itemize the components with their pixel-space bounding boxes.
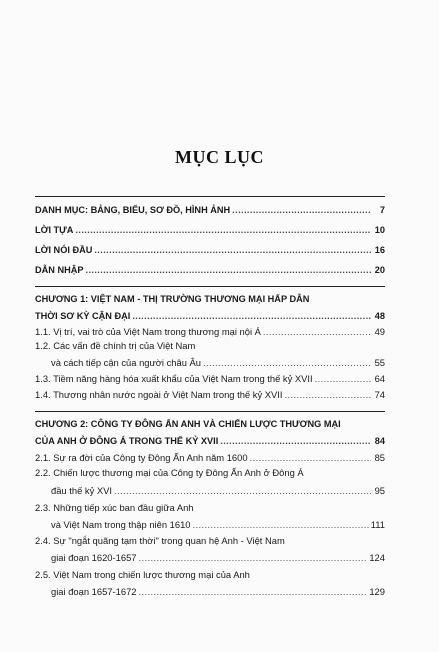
toc-section [51,517,385,531]
leader-dots [132,310,371,322]
section-page: 95 [374,485,385,496]
divider [35,196,385,197]
section-label: 2.5. Việt Nam trong chiến lược thương mại của Anh [35,569,250,580]
leader-dots [250,452,371,464]
section-page: 124 [369,552,385,563]
leader-dots [139,586,368,598]
section-label: 1.3. Tiềm năng hàng hóa xuất khẩu của Việt Nam trong thế kỷ XVII [35,373,313,384]
toc-entry-page: 10 [374,225,385,235]
toc-entry [35,222,385,236]
section-label-cont: giai đoạn 1657-1672 [51,586,137,597]
chapter-title-line: CHƯƠNG 2: CÔNG TY ĐÔNG ẤN ANH VÀ CHIẾN LƯỢC THƯƠNG MẠI [35,419,341,429]
toc-entry-page: 20 [374,265,385,275]
chapter-title-line: CHƯƠNG 1: VIỆT NAM - THỊ TRƯỜNG THƯƠNG MẠI HẤP DẪN [35,294,310,304]
toc-entry [35,202,385,216]
toc-section [51,584,385,598]
leader-dots [193,519,369,531]
section-label-cont: và cách tiếp cận của người châu Âu [51,357,202,368]
section-page: 129 [369,586,385,597]
section-label: 1.1. Vị trí, vai trò của Việt Nam trong thương mại nội Á [35,326,261,337]
section-label: 2.4. Sự "ngắt quãng tạm thời" trong quan hệ Anh - Việt Nam [35,535,285,546]
toc-section [35,450,385,464]
chapter-page: 48 [374,311,385,321]
section-label: 2.3. Những tiếp xúc ban đầu giữa Anh [35,502,194,513]
leader-dots [114,485,371,497]
section-label: 1.4. Thương nhân nước ngoài ở Việt Nam trong thế kỷ XVII [35,389,283,400]
section-page: 74 [374,389,385,400]
chapter-title-line: THỜI SƠ KỲ CẬN ĐẠI [35,311,131,321]
toc-section [35,371,385,385]
leader-dots [203,357,371,369]
section-page: 85 [374,452,385,463]
leader-dots [139,552,368,564]
toc-entry-label: DẪN NHẬP [35,265,84,275]
leader-dots [263,326,371,338]
toc-section [51,483,385,497]
divider [35,411,385,412]
toc-entry-label: LỜI NÓI ĐẦU [35,245,93,255]
toc-section [35,324,385,338]
leader-dots [220,435,371,447]
section-label: 2.1. Sự ra đời của Công ty Đông Ấn Anh năm 1600 [35,452,248,463]
toc-section [35,387,385,401]
leader-dots [86,264,372,276]
leader-dots [232,204,371,216]
chapter-title-line: CỦA ANH Ở ĐÔNG Á TRONG THẾ KỶ XVII [35,436,219,446]
section-page: 55 [374,357,385,368]
leader-dots [284,389,371,401]
section-label-cont: giai đoạn 1620-1657 [51,552,137,563]
toc-entry-page: 16 [374,245,385,255]
toc-section [51,355,385,369]
section-label: 1.2. Các vấn đề chính trị của Việt Nam [35,340,196,351]
section-label-cont: và Việt Nam trong thập niên 1610 [51,519,191,530]
section-label: 2.2. Chiến lược thương mại của Công ty Đông Ấn Anh ở Đông Á [35,467,304,478]
toc-entry-label: DANH MỤC: BẢNG, BIỂU, SƠ ĐỒ, HÌNH ẢNH [35,205,231,215]
section-page: 64 [374,373,385,384]
toc-entry-label: LỜI TỰA [35,225,74,235]
toc-entry-page: 7 [379,205,385,215]
leader-dots [94,244,371,256]
chapter-heading [35,308,385,322]
leader-dots [75,224,371,236]
toc-section [51,550,385,564]
section-page: 111 [370,519,385,530]
section-page: 49 [374,326,385,337]
chapter-heading [35,433,385,447]
section-label-cont: đầu thế kỷ XVI [51,485,112,496]
divider [35,286,385,287]
chapter-page: 84 [374,436,385,446]
toc-title: MỤC LỤC [175,147,264,167]
toc-entry [35,242,385,256]
leader-dots [315,373,371,385]
toc-entry [35,262,385,276]
